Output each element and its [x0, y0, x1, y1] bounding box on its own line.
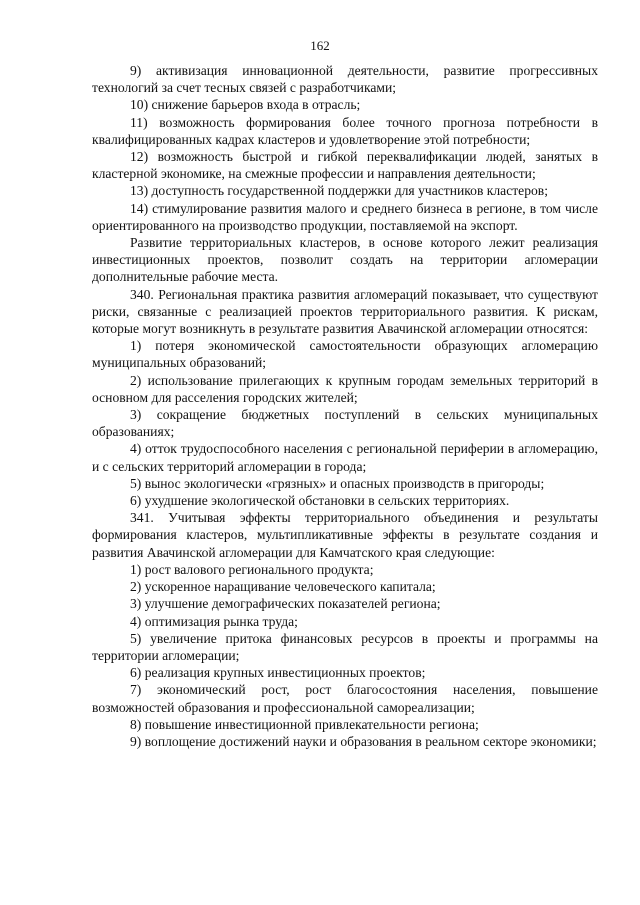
list-item: 6) реализация крупных инвестиционных проектов; [130, 665, 426, 681]
list-item: 1) потеря экономической самостоятельности образующих агломерацию муниципальных образований; [92, 338, 598, 371]
list-item: 3) сокращение бюджетных поступлений в сельских муниципальных образованиях; [92, 407, 598, 440]
list-item: 5) увеличение притока финансовых ресурсов в проекты и программы на территории агломерации; [92, 630, 598, 663]
numbered-paragraph-340: 340. Региональная практика развития агломераций показывает, что существуют риски, связанные с реализацией проектов территориального развития. К рискам, которые могут возникнуть в результате развития Авачинской агломерации относятся: [92, 286, 598, 337]
page-number: 162 [310, 38, 330, 53]
list-item: 12) возможность быстрой и гибкой переквалификации людей, занятых в кластерной экономике, на смежные профессии и направления деятельности; [92, 149, 598, 182]
list-item: 8) повышение инвестиционной привлекательности региона; [130, 716, 479, 732]
numbered-paragraph-341: 341. Учитывая эффекты территориального объединения и результаты формирования кластеров, мультипликативные эффекты в результате создания и развития Авачинской агломерации для Камчатского края следующие: [92, 510, 598, 560]
document-body [92, 62, 598, 750]
list-item: 7) экономический рост, рост благосостояния населения, повышение возможностей образования и профессиональной самореализации; [92, 682, 598, 715]
list-item: 4) оптимизация рынка труда; [130, 613, 298, 629]
list-item: 2) ускоренное наращивание человеческого капитала; [130, 579, 436, 595]
list-item: 9) воплощение достижений науки и образования в реальном секторе экономики; [130, 733, 597, 749]
list-item: 4) отток трудоспособного населения с региональной периферии в агломерацию, и с сельских территорий агломерации в города; [92, 441, 598, 474]
list-item: 10) снижение барьеров входа в отрасль; [130, 97, 361, 113]
list-item: 13) доступность государственной поддержки для участников кластеров; [130, 183, 549, 199]
list-item: 1) рост валового регионального продукта; [130, 561, 374, 577]
list-item: 2) использование прилегающих к крупным городам земельных территорий в основном для расселения городских жителей; [92, 372, 598, 405]
list-item: 3) улучшение демографических показателей региона; [130, 596, 441, 612]
list-item: 5) вынос экологически «грязных» и опасных производств в пригороды; [130, 475, 545, 491]
list-item: 14) стимулирование развития малого и среднего бизнеса в регионе, в том числе ориентированного на производство продукции, поставляемой на экспорт. [92, 200, 598, 233]
list-item: 9) активизация инновационной деятельности, развитие прогрессивных технологий за счет тесных связей с разработчиками; [92, 63, 598, 96]
list-item: 6) ухудшение экологической обстановки в сельских территориях. [130, 493, 510, 509]
body-paragraph: Развитие территориальных кластеров, в основе которого лежит реализация инвестиционных проектов, позволит создать на территории агломерации дополнительные рабочие места. [92, 235, 598, 285]
list-item: 11) возможность формирования более точного прогноза потребности в квалифицированных кадрах кластеров и удовлетворение этой потребности; [92, 114, 598, 147]
